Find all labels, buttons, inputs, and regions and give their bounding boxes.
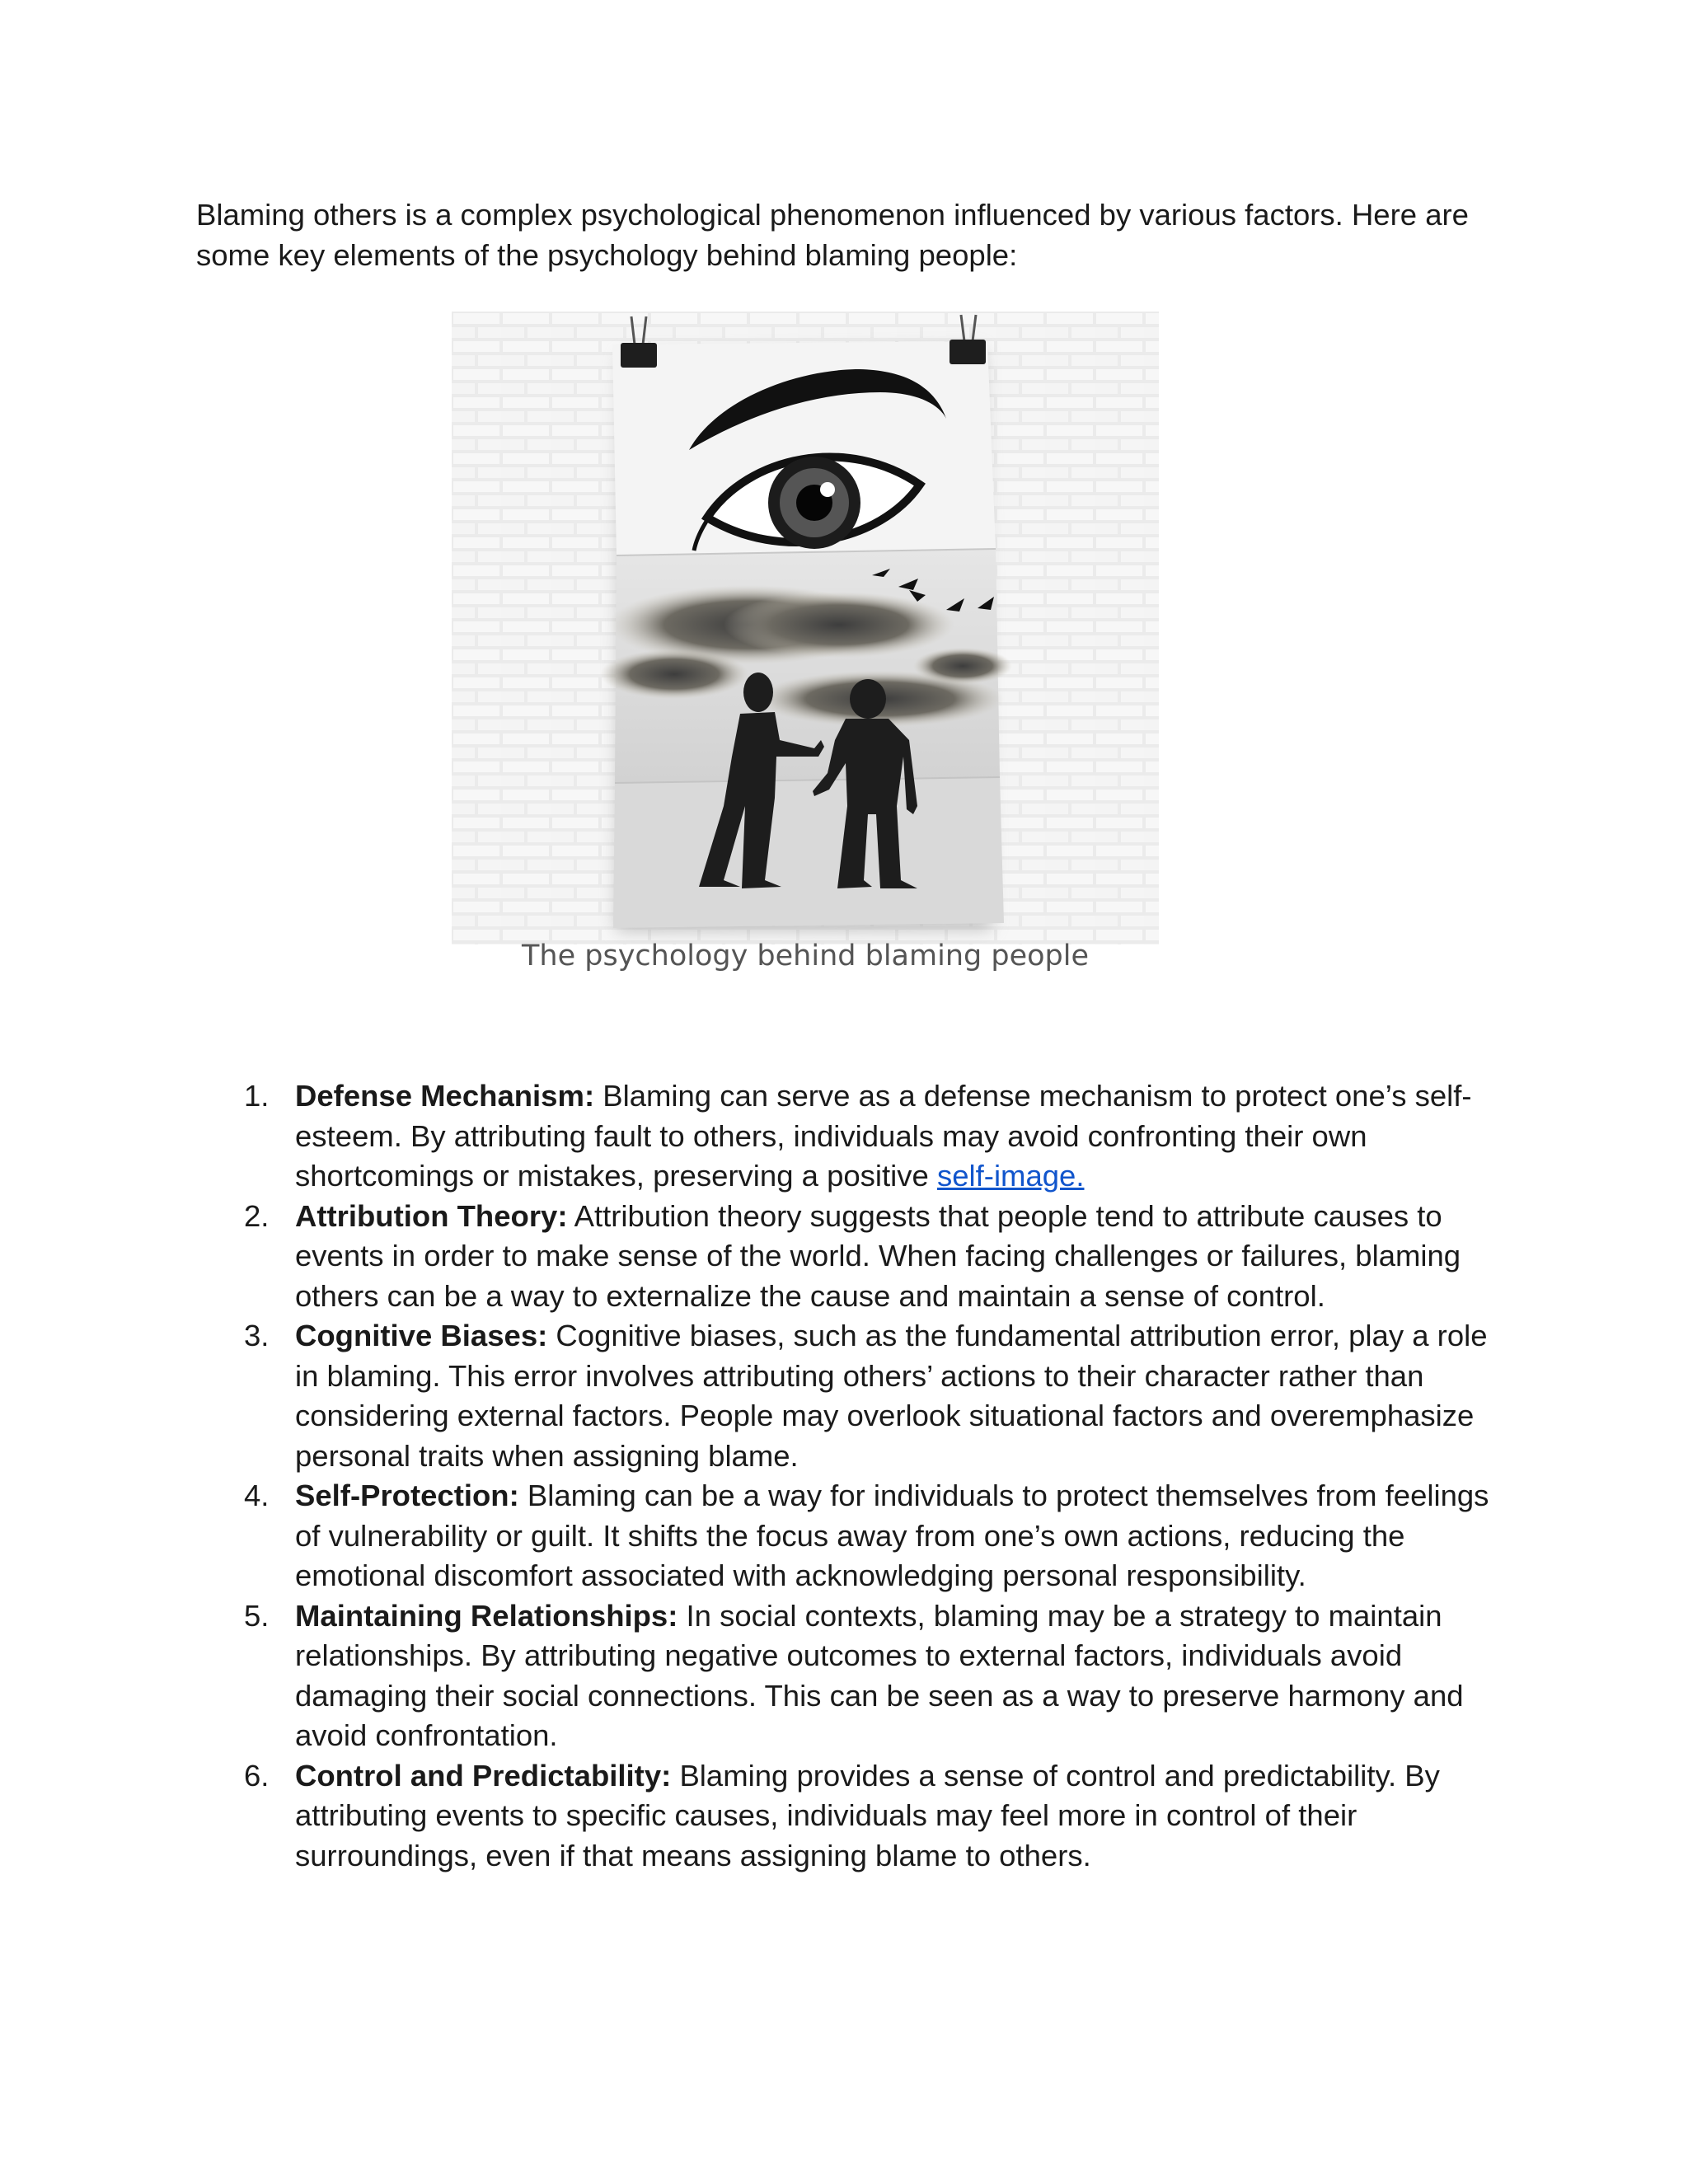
item-text: Attribution theory suggests that people tend to attribute causes to events in order to make sense of the world. When facing challenges or failures, blaming others can be a way to externalize the cause and maintain a sense of control. bbox=[295, 1198, 1461, 1313]
list-item bbox=[196, 1197, 1515, 1317]
list-number: 3. bbox=[244, 1319, 270, 1352]
list-item bbox=[196, 1076, 1515, 1197]
list-item bbox=[196, 1756, 1515, 1877]
list-number: 1. bbox=[244, 1079, 270, 1113]
figure bbox=[452, 312, 1159, 986]
item-title: Attribution Theory: bbox=[295, 1198, 568, 1233]
item-text: Blaming can be a way for individuals to protect themselves from feelings of vulnerability or guilt. It shifts the focus away from one’s own actions, reducing the emotional discomfort associated with acknowledging personal responsibility. bbox=[295, 1479, 1489, 1592]
list-item bbox=[196, 1316, 1515, 1476]
item-title: Defense Mechanism: bbox=[295, 1079, 595, 1113]
factors-list bbox=[196, 1076, 1515, 1876]
item-title: Maintaining Relationships: bbox=[295, 1598, 678, 1633]
list-item bbox=[196, 1476, 1515, 1596]
item-text: Blaming can serve as a defense mechanism to protect one’s self-esteem. By attributing fault to others, individuals may avoid confronting their own shortcomings or mistakes, preserving a positive bbox=[295, 1079, 1472, 1193]
illustration bbox=[452, 312, 1159, 944]
list-number: 2. bbox=[244, 1198, 270, 1233]
figure-caption: The psychology behind blaming people bbox=[522, 940, 1089, 972]
self-image-link[interactable]: self-image. bbox=[936, 1159, 1085, 1193]
intro-paragraph: Blaming others is a complex psychological phenomenon influenced by various factors. Here are some key elements of the psychology behind blaming people: bbox=[196, 198, 1469, 272]
list-number: 4. bbox=[244, 1479, 270, 1512]
list-number: 6. bbox=[244, 1758, 270, 1793]
item-text: Blaming provides a sense of control and predictability. By attributing events to specific causes, individuals may feel more in control of their surroundings, even if that means assigning blame to others. bbox=[295, 1758, 1440, 1872]
item-text: Cognitive biases, such as the fundamental attribution error, play a role in blaming. This error involves attributing others’ actions to their character rather than considering external factors. People may overlook situational factors and overemphasize personal traits when assigning blame. bbox=[295, 1319, 1488, 1473]
item-text: In social contexts, blaming may be a strategy to maintain relationships. By attributing negative outcomes to external factors, individuals avoid damaging their social connections. This can be seen as a way to preserve harmony and avoid confrontation. bbox=[295, 1598, 1464, 1752]
item-title: Self-Protection: bbox=[295, 1479, 519, 1512]
item-title: Control and Predictability: bbox=[295, 1758, 672, 1793]
list-item bbox=[196, 1596, 1515, 1756]
list-number: 5. bbox=[244, 1598, 270, 1633]
item-title: Cognitive Biases: bbox=[295, 1319, 548, 1352]
